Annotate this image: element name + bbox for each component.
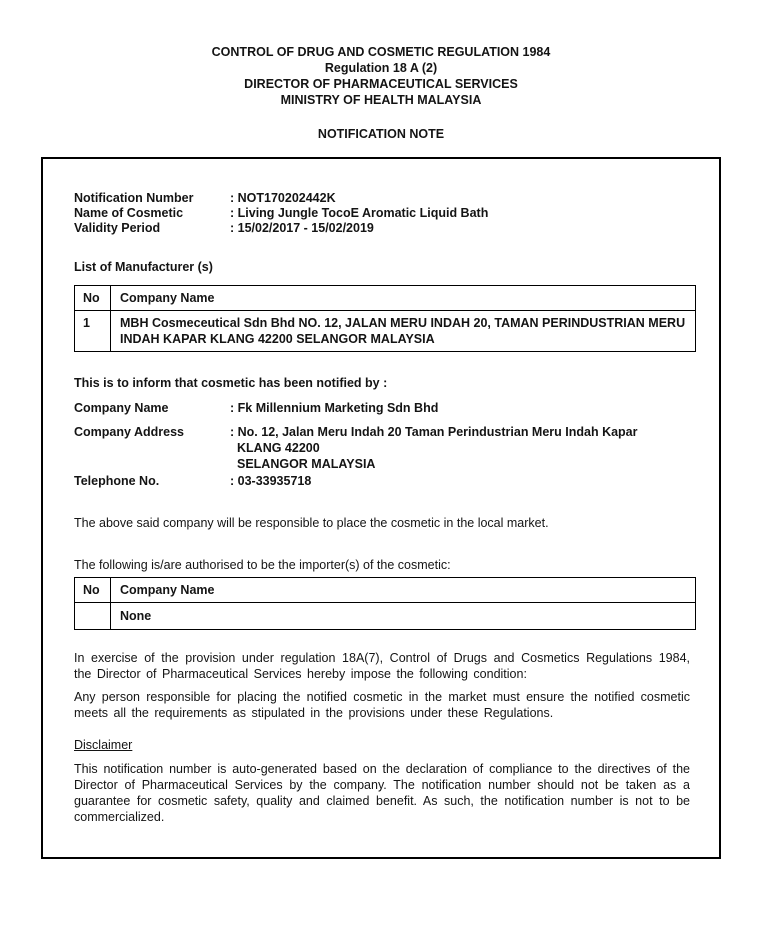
cosmetic-name-row — [74, 206, 690, 221]
notified-by-intro: This is to inform that cosmetic has been notified by : — [74, 376, 388, 390]
manufacturer-col-company-header: Company Name — [111, 286, 696, 311]
importer-table — [74, 577, 696, 630]
manufacturer-row-no: 1 — [75, 311, 111, 352]
manufacturer-table-header-row — [75, 286, 696, 311]
notification-number-value: : NOT170202442K — [230, 191, 336, 205]
condition-paragraph-2: Any person responsible for placing the notified cosmetic in the market must ensure the notified cosmetic meets all the requirements as stipulated in the provisions under these Regulations. — [74, 690, 690, 720]
importer-row-no — [75, 603, 111, 630]
notification-number-label: Notification Number — [74, 191, 194, 205]
company-address-label: Company Address — [74, 425, 184, 439]
telephone-value: : 03-33935718 — [230, 474, 312, 488]
telephone-row — [74, 474, 690, 489]
company-name-label: Company Name — [74, 401, 169, 415]
importer-col-no-header: No — [75, 578, 111, 603]
company-name-row — [74, 401, 690, 416]
header-regulation-clause: Regulation 18 A (2) — [324, 61, 438, 75]
validity-period-label: Validity Period — [74, 221, 161, 235]
disclaimer-body: This notification number is auto-generated based on the declaration of compliance to the directives of the Director of Pharmaceutical Services by the company. The notification number should not be taken as a guarantee for cosmetic safety, quality and claimed benefit. As such, the notification number is not to be commercialized. — [74, 762, 690, 824]
company-address-line-1: : No. 12, Jalan Meru Indah 20 Taman Perindustrian Meru Indah Kapar — [230, 425, 638, 439]
importer-intro: The following is/are authorised to be the importer(s) of the cosmetic: — [74, 558, 451, 572]
cosmetic-name-value: : Living Jungle TocoE Aromatic Liquid Bath — [230, 206, 489, 220]
document-title: NOTIFICATION NOTE — [317, 127, 445, 141]
notification-details — [74, 191, 690, 236]
page-header — [0, 0, 762, 142]
notification-number-row — [74, 191, 690, 206]
header-ministry-line: MINISTRY OF HEALTH MALAYSIA — [280, 93, 482, 107]
telephone-label: Telephone No. — [74, 474, 160, 488]
manufacturer-section-title: List of Manufacturer (s) — [74, 260, 213, 274]
validity-period-value: : 15/02/2017 - 15/02/2019 — [230, 221, 374, 235]
company-address-line-3: SELANGOR MALAYSIA — [237, 457, 376, 471]
company-address-value — [230, 424, 638, 472]
table-row — [75, 603, 696, 630]
validity-period-row — [74, 221, 690, 236]
cosmetic-name-label: Name of Cosmetic — [74, 206, 184, 220]
manufacturer-col-no-header: No — [75, 286, 111, 311]
importer-col-company-header: Company Name — [111, 578, 696, 603]
condition-paragraph-1: In exercise of the provision under regulation 18A(7), Control of Drugs and Cosmetics Regulations 1984, the Director of Pharmaceutical Services hereby impose the following condition: — [74, 651, 690, 681]
company-name-value: : Fk Millennium Marketing Sdn Bhd — [230, 401, 439, 415]
responsibility-note: The above said company will be responsible to place the cosmetic in the local market. — [74, 516, 549, 530]
content-box — [41, 157, 721, 859]
company-address-line-2: KLANG 42200 — [237, 441, 320, 455]
importer-table-header-row — [75, 578, 696, 603]
disclaimer-title: Disclaimer — [74, 738, 133, 752]
table-row — [75, 311, 696, 352]
header-director-line: DIRECTOR OF PHARMACEUTICAL SERVICES — [244, 77, 518, 91]
manufacturer-table — [74, 285, 696, 352]
manufacturer-row-company: MBH Cosmeceutical Sdn Bhd NO. 12, JALAN MERU INDAH 20, TAMAN PERINDUSTRIAN MERU INDAH KAPAR KLANG 42200 SELANGOR MALAYSIA — [111, 311, 696, 352]
header-regulation-title: CONTROL OF DRUG AND COSMETIC REGULATION 1984 — [211, 45, 551, 59]
company-address-row — [74, 424, 690, 472]
importer-row-company: None — [111, 603, 696, 630]
